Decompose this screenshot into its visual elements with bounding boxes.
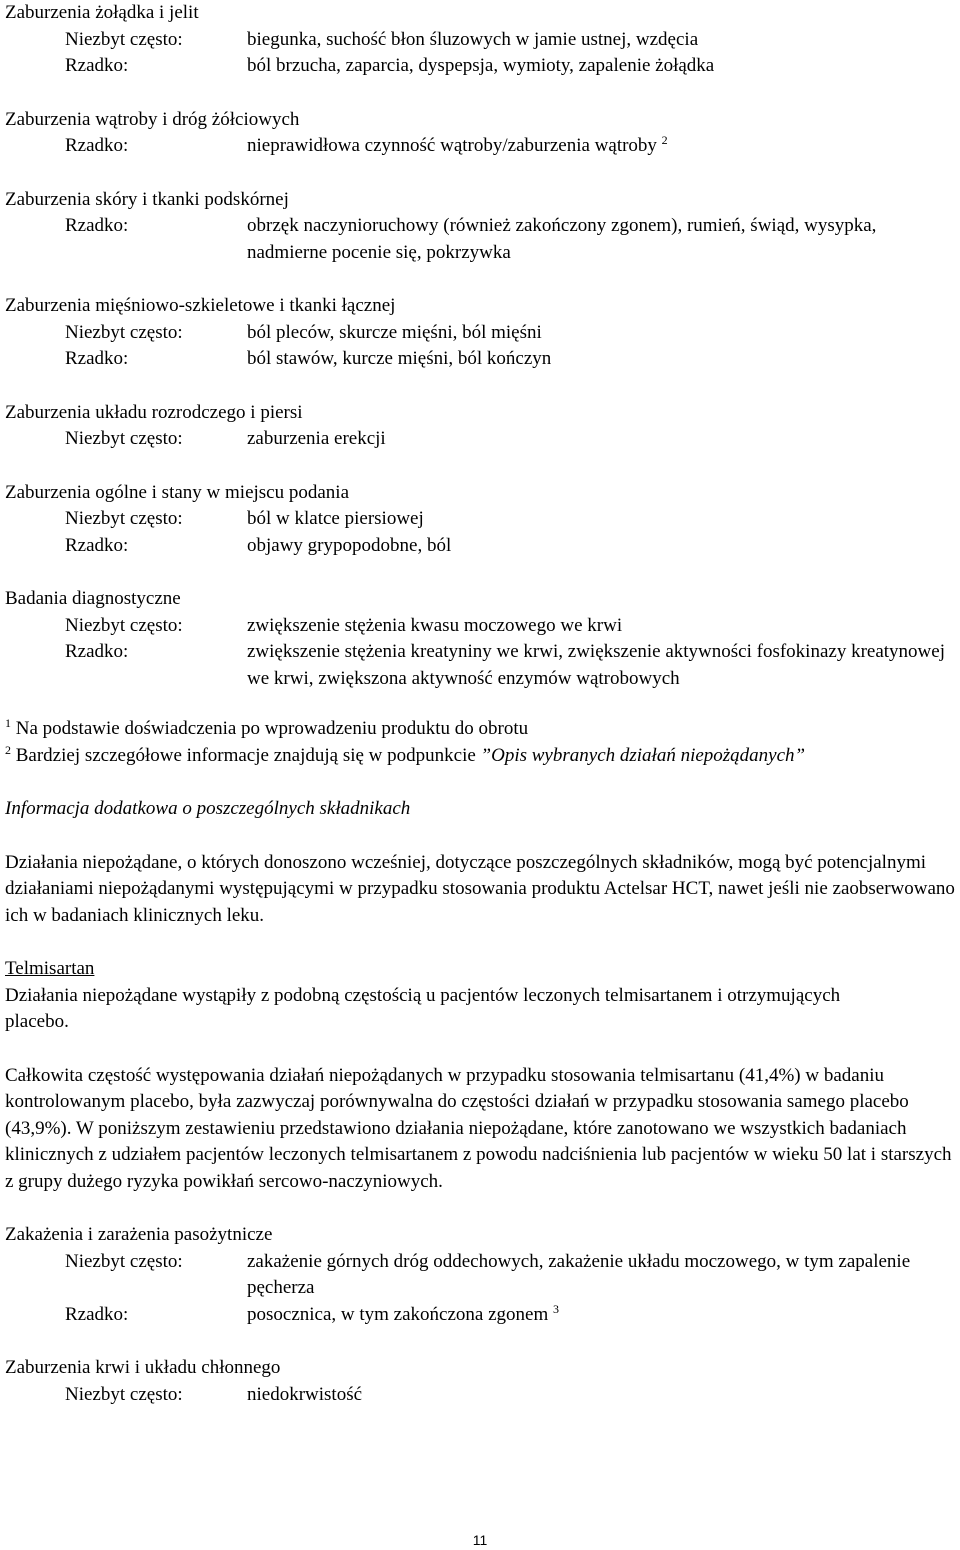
frequency-row xyxy=(5,27,957,54)
section-title: Zaburzenia żołądka i jelit xyxy=(5,2,199,23)
frequency-label: Niezbyt często: xyxy=(65,321,183,343)
frequency-row xyxy=(5,320,957,347)
reaction-list: zaburzenia erekcji xyxy=(247,428,386,449)
document-page xyxy=(5,0,957,1408)
reaction-list: obrzęk naczynioruchowy (również zakończony zgonem), rumień, świąd, wysypka, nadmierne pocenie się, pokrzywka xyxy=(247,215,877,263)
soc-blood xyxy=(5,1355,957,1408)
reaction-list: zwiększenie stężenia kwasu moczowego we krwi xyxy=(247,614,623,636)
frequency-label: Niezbyt często: xyxy=(65,428,183,449)
section-title: Zaburzenia układu rozrodczego i piersi xyxy=(5,401,303,423)
reaction-list: ból w klatce piersiowej xyxy=(247,508,424,529)
section-title: Zakażenia i zarażenia pasożytnicze xyxy=(5,1224,273,1245)
reaction-list: niedokrwistość xyxy=(247,1383,363,1405)
reaction-list xyxy=(247,1302,957,1329)
footnote-number: 2 xyxy=(5,742,11,757)
frequency-row xyxy=(5,426,957,453)
frequency-label: Rzadko: xyxy=(65,215,129,236)
soc-gastrointestinal xyxy=(5,0,957,80)
components-paragraph: Działania niepożądane, o których donoszono wcześniej, dotyczące poszczególnych składników, mogą być potencjalnymi działaniami niepożądanymi występującymi w przypadku stosowania produktu Actelsar HCT, nawet jeśli nie zaobserwowano ich w badaniach klinicznych leku. xyxy=(5,851,955,926)
reaction-text: nieprawidłowa czynność wątroby/zaburzenia wątroby xyxy=(247,135,657,156)
frequency-row xyxy=(5,53,957,80)
frequency-row xyxy=(5,1302,957,1329)
additional-info-heading: Informacja dodatkowa o poszczególnych składnikach xyxy=(5,798,411,819)
frequency-label: Niezbyt często: xyxy=(65,614,183,636)
footnote-2 xyxy=(5,743,957,770)
soc-musculoskeletal xyxy=(5,293,957,373)
section-title: Zaburzenia ogólne i stany w miejscu podania xyxy=(5,481,350,503)
frequency-row xyxy=(5,133,957,160)
section-title: Badania diagnostyczne xyxy=(5,588,181,609)
soc-infections xyxy=(5,1222,957,1328)
reaction-list: ból pleców, skurcze mięśni, ból mięśni xyxy=(247,321,542,343)
frequency-row xyxy=(5,613,957,640)
footnote-number: 1 xyxy=(5,716,11,730)
soc-hepatobiliary xyxy=(5,107,957,160)
soc-general xyxy=(5,480,957,560)
frequency-row xyxy=(5,213,957,266)
telmisartan-paragraph-2: Całkowita częstość występowania działań niepożądanych w przypadku stosowania telmisartanu (41,4%) w badaniu kontrolowanym placebo, była zazwyczaj porównywalna do częstości działań w przypadku stosowania samego placebo (43,9%). W poniższym zestawieniu przedstawiono działania niepożądane, które zanotowano we wszystkich badaniach klinicznych z udziałem pacjentów leczonych telmisartanem z powodu nadciśnienia lub pacjentów w wieku 50 lat i starszych z grupy dużego ryzyka powikłań sercowo-naczyniowych. xyxy=(5,1064,952,1192)
frequency-label: Rzadko: xyxy=(65,534,129,556)
soc-skin xyxy=(5,187,957,267)
section-title: Zaburzenia wątroby i dróg żółciowych xyxy=(5,108,300,130)
footnote-reference-italic: ”Opis wybranych działań niepożądanych” xyxy=(480,744,806,766)
frequency-row xyxy=(5,639,957,692)
section-title: Zaburzenia skóry i tkanki podskórnej xyxy=(5,188,289,210)
footnote-text: Bardziej szczegółowe informacje znajdują się w podpunkcie xyxy=(15,744,481,766)
frequency-label: Niezbyt często: xyxy=(65,28,183,50)
frequency-row xyxy=(5,346,957,373)
frequency-label: Rzadko: xyxy=(65,55,129,76)
frequency-label: Niezbyt często: xyxy=(65,1383,183,1405)
reaction-list xyxy=(247,133,957,160)
frequency-label: Niezbyt często: xyxy=(65,508,183,529)
reaction-list: zwiększenie stężenia kreatyniny we krwi, zwiększenie aktywności fosfokinazy kreatynowej we krwi, zwiększona aktywność enzymów wątrobowych xyxy=(247,641,945,689)
frequency-label: Niezbyt często: xyxy=(65,1250,183,1272)
footnote-ref: 2 xyxy=(661,133,668,147)
frequency-label: Rzadko: xyxy=(65,135,129,156)
reaction-list: zakażenie górnych dróg oddechowych, zakażenie układu moczowego, w tym zapalenie pęcherza xyxy=(247,1250,911,1298)
reaction-list: ból stawów, kurcze mięśni, ból kończyn xyxy=(247,348,552,369)
frequency-row xyxy=(5,1382,957,1409)
footnote-ref: 3 xyxy=(553,1301,559,1316)
frequency-label: Rzadko: xyxy=(65,1303,129,1325)
soc-reproductive xyxy=(5,400,957,453)
telmisartan-paragraph-1: Działania niepożądane wystąpiły z podobną częstością u pacjentów leczonych telmisartanem i otrzymujących placebo. xyxy=(5,984,841,1032)
section-title: Zaburzenia mięśniowo-szkieletowe i tkanki łącznej xyxy=(5,295,396,316)
frequency-row xyxy=(5,533,957,560)
frequency-row xyxy=(5,506,957,533)
footnote-1 xyxy=(5,716,957,743)
frequency-label: Rzadko: xyxy=(65,641,129,662)
frequency-label: Rzadko: xyxy=(65,348,129,369)
soc-investigations xyxy=(5,586,957,692)
reaction-list: ból brzucha, zaparcia, dyspepsja, wymioty, zapalenie żołądka xyxy=(247,55,715,76)
telmisartan-heading: Telmisartan xyxy=(5,958,95,979)
reaction-list: objawy grypopodobne, ból xyxy=(247,534,452,556)
footnote-text: Na podstawie doświadczenia po wprowadzeniu produktu do obrotu xyxy=(15,718,529,739)
reaction-text: posocznica, w tym zakończona zgonem xyxy=(247,1303,549,1325)
frequency-row xyxy=(5,1249,957,1302)
section-title: Zaburzenia krwi i układu chłonnego xyxy=(5,1357,281,1378)
page-number: 11 xyxy=(472,1532,488,1548)
reaction-list: biegunka, suchość błon śluzowych w jamie ustnej, wzdęcia xyxy=(247,28,699,50)
